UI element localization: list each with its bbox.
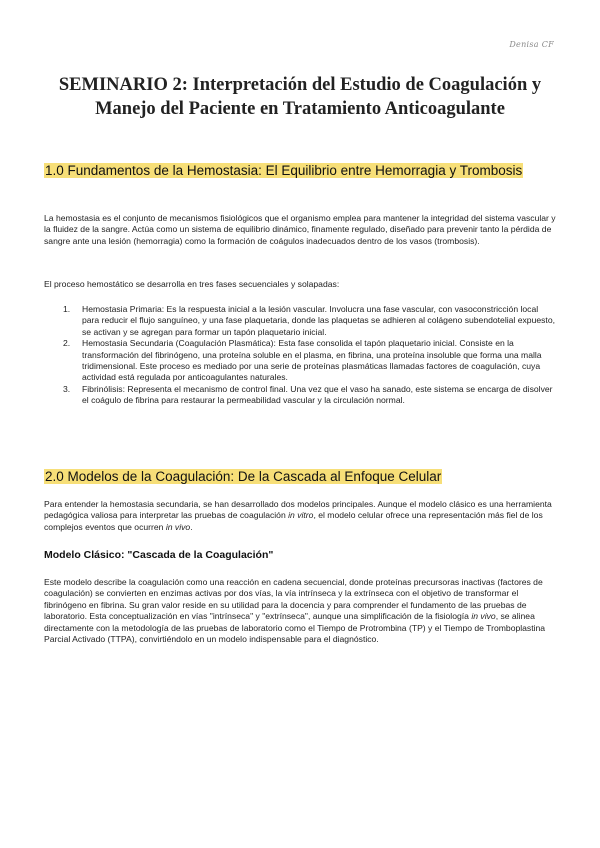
- section-1-heading-text: 1.0 Fundamentos de la Hemostasia: El Equilibrio entre Hemorragia y Trombosis: [45, 163, 523, 178]
- classic-model-subheading: Modelo Clásico: "Cascada de la Coagulación": [44, 549, 274, 561]
- section-1-intro: La hemostasia es el conjunto de mecanismos fisiológicos que el organismo emplea para mantener la integridad del sistema vascular y la fluidez de la sangre. Actúa como un sistema de equilibrio dinámico, finamente regulado, diseñado para prevenir tanto la pérdida de sangre ante una lesión (hemorragia) como la formación de coágulos inadecuados dentro de los vasos (trombosis).: [44, 213, 556, 246]
- list-item-number: 3.: [63, 383, 71, 394]
- intro-text: , el modelo celular ofrece una representación más fiel de los complejos eventos que ocurren: [44, 510, 543, 532]
- intro-text: .: [190, 521, 193, 532]
- list-item-text: Hemostasia Primaria: Es la respuesta inicial a la lesión vascular. Involucra una fase vascular, con vasoconstricción local para reducir el flujo sanguíneo, y una fase plaquetaria, donde las plaquetas se adhieren al colágeno subendotelial expuesto, se activan y se agregan para formar un tapón plaquetario inicial.: [82, 304, 555, 337]
- classic-text: , se alinea directamente con la metodología de las pruebas de laboratorio como el Tiempo de Protrombina (TP) y el Tiempo de Tromboplastina Parcial Activado (TTPA), convirtiéndolo en un modelo indispensable para el diagnóstico.: [44, 611, 546, 645]
- list-item-number: 1.: [63, 304, 71, 314]
- list-item-text: Fibrinólisis: Representa el mecanismo de control final. Una vez que el vaso ha sanado, este sistema se encarga de disolver el coágulo de fibrina para restaurar la permeabilidad vascular y la circulación normal.: [82, 383, 553, 406]
- phases-list: [44, 304, 556, 407]
- intro-text: Para entender la hemostasia secundaria, se han desarrollado dos modelos principales. Aunque el modelo clásico es una herramienta pedagógica valiosa para interpretar las pruebas de coagulación: [44, 499, 552, 521]
- section-2-heading-text: 2.0 Modelos de la Coagulación: De la Cascada al Enfoque Celular: [45, 469, 442, 484]
- list-item: [44, 338, 556, 384]
- list-item: [44, 304, 556, 338]
- intro-emphasis: in vivo: [165, 521, 191, 532]
- document-title: SEMINARIO 2: Interpretación del Estudio de Coagulación y Manejo del Paciente en Tratamiento Anticoagulante: [58, 75, 542, 119]
- classic-emphasis: in vivo: [471, 611, 496, 622]
- phases-intro: El proceso hemostático se desarrolla en tres fases secuenciales y solapadas:: [44, 279, 340, 289]
- list-item: [44, 384, 556, 407]
- list-item-number: 2.: [63, 338, 71, 349]
- classic-model-text: [44, 577, 556, 645]
- section-2-heading: [44, 467, 564, 487]
- section-1-heading: [44, 161, 564, 181]
- intro-emphasis: in vitro: [288, 510, 314, 521]
- section-2-intro: [44, 499, 556, 533]
- author-signature: Denisa CF: [509, 40, 554, 49]
- classic-text: Este modelo describe la coagulación como una reacción en cadena secuencial, donde proteínas precursoras inactivas (factores de coagulación) se convierten en enzimas activas por dos vías, la vía intrínseca y la extrínseca con el objetivo de transformar el fibrinógeno en fibrina. Su gran valor reside en su utilidad para la docencia y para comprender el fundamento de las pruebas de laboratorio. Esta conceptualización en vías "intrínseca" y "extrínseca", aunque una simplificación de la fisiología: [44, 577, 543, 622]
- list-item-text: Hemostasia Secundaria (Coagulación Plasmática): Esta fase consolida el tapón plaquetario inicial. Consiste en la transformación del fibrinógeno, una proteína soluble en el plasma, en fibrina, una proteína insoluble que forma una malla tridimensional. Este proceso es mediado por una serie de proteínas plasmáticas llamadas factores de coagulación, cuya actividad está regulada por anticoagulantes naturales.: [82, 338, 542, 383]
